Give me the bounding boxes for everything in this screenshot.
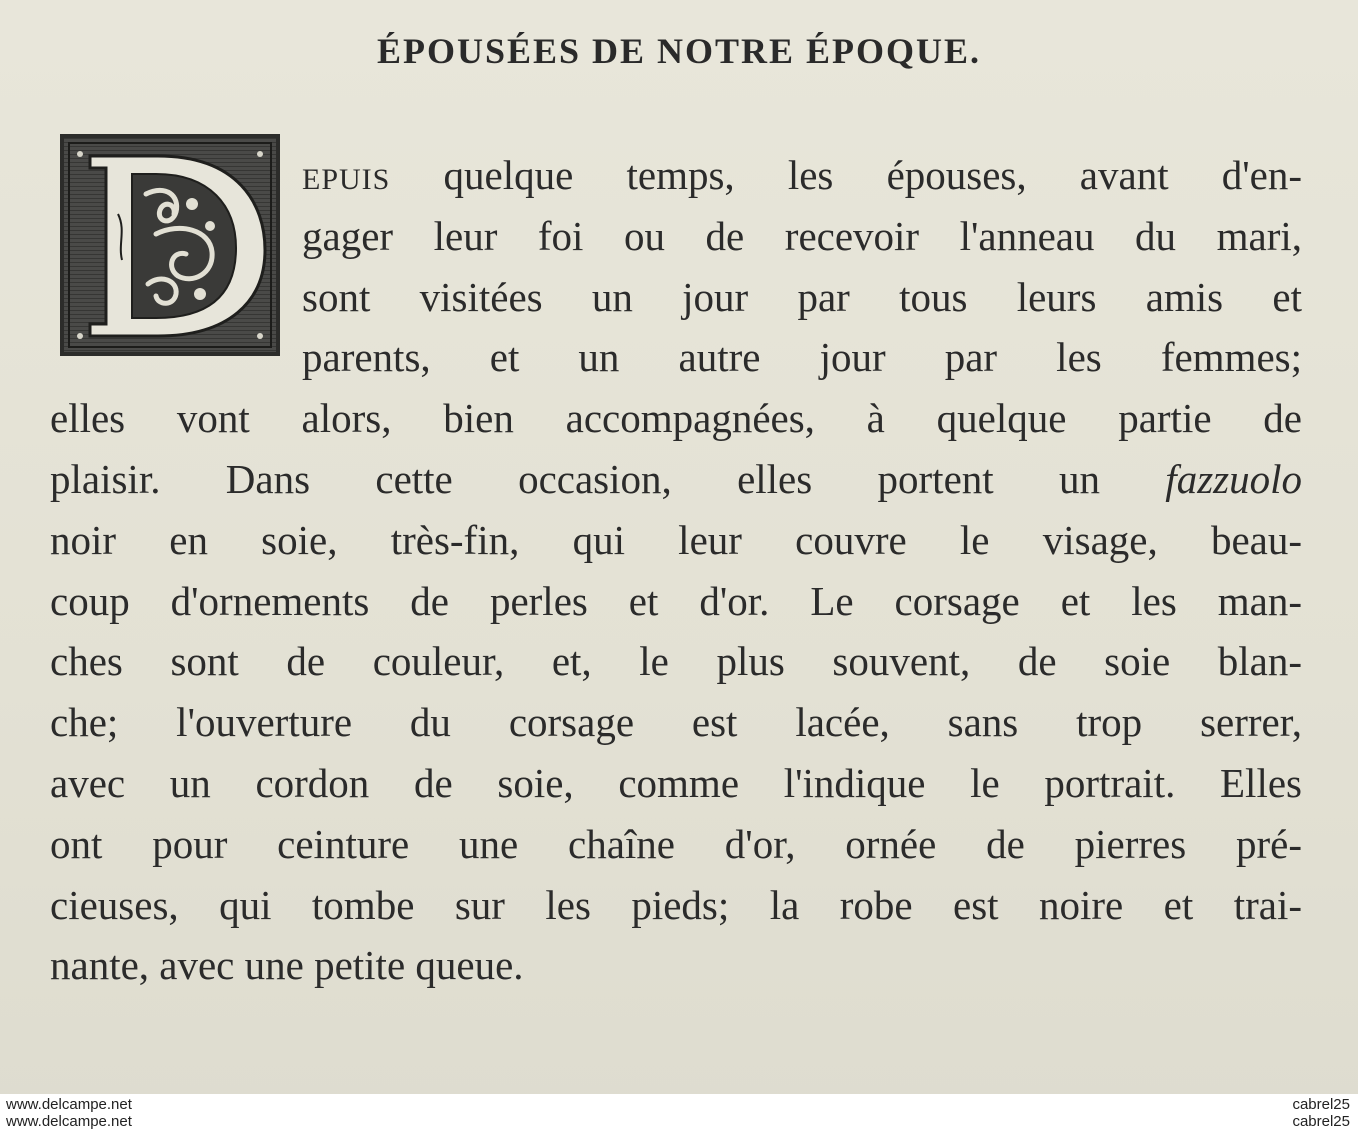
watermark-site-bottom: www.delcampe.net [6, 1113, 132, 1130]
italic-word: fazzuolo [1165, 455, 1302, 502]
text-line: cieuses, qui tombe sur les pieds; la robe est noire et trai- [50, 881, 1302, 928]
text-line: plaisir. Dans cette occasion, elles portent un fazzuolo [50, 455, 1302, 502]
text-line: parents, et un autre jour par les femmes; [302, 334, 1302, 381]
text-line: gager leur foi ou de recevoir l'anneau du mari, [302, 212, 1302, 259]
text-line: EPUIS quelque temps, les épouses, avant d'en- [302, 152, 1302, 198]
watermark-site-top: www.delcampe.net [6, 1096, 132, 1113]
text-line: ches sont de couleur, et, le plus souvent, de soie blan- [50, 638, 1302, 685]
smallcaps-word: EPUIS [302, 163, 391, 196]
watermark-seller-top: cabrel25 [1292, 1096, 1350, 1113]
watermark-seller-bottom: cabrel25 [1292, 1113, 1350, 1130]
watermark-strip [0, 1094, 1358, 1132]
page-heading: ÉPOUSÉES DE NOTRE ÉPOQUE. [376, 31, 982, 71]
body-text [50, 145, 1302, 996]
text-line: noir en soie, très-fin, qui leur couvre le visage, beau- [50, 516, 1302, 563]
text-line: avec un cordon de soie, comme l'indique le portrait. Elles [50, 759, 1302, 806]
text-line: ont pour ceinture une chaîne d'or, ornée de pierres pré- [50, 820, 1302, 867]
text-line: nante, avec une petite queue. [50, 942, 524, 989]
text-line: elles vont alors, bien accompagnées, à quelque partie de [50, 395, 1302, 442]
text-line: che; l'ouverture du corsage est lacée, sans trop serrer, [50, 699, 1302, 746]
text-line: coup d'ornements de perles et d'or. Le corsage et les man- [50, 577, 1302, 624]
text-line: sont visitées un jour par tous leurs amis et [302, 273, 1302, 320]
